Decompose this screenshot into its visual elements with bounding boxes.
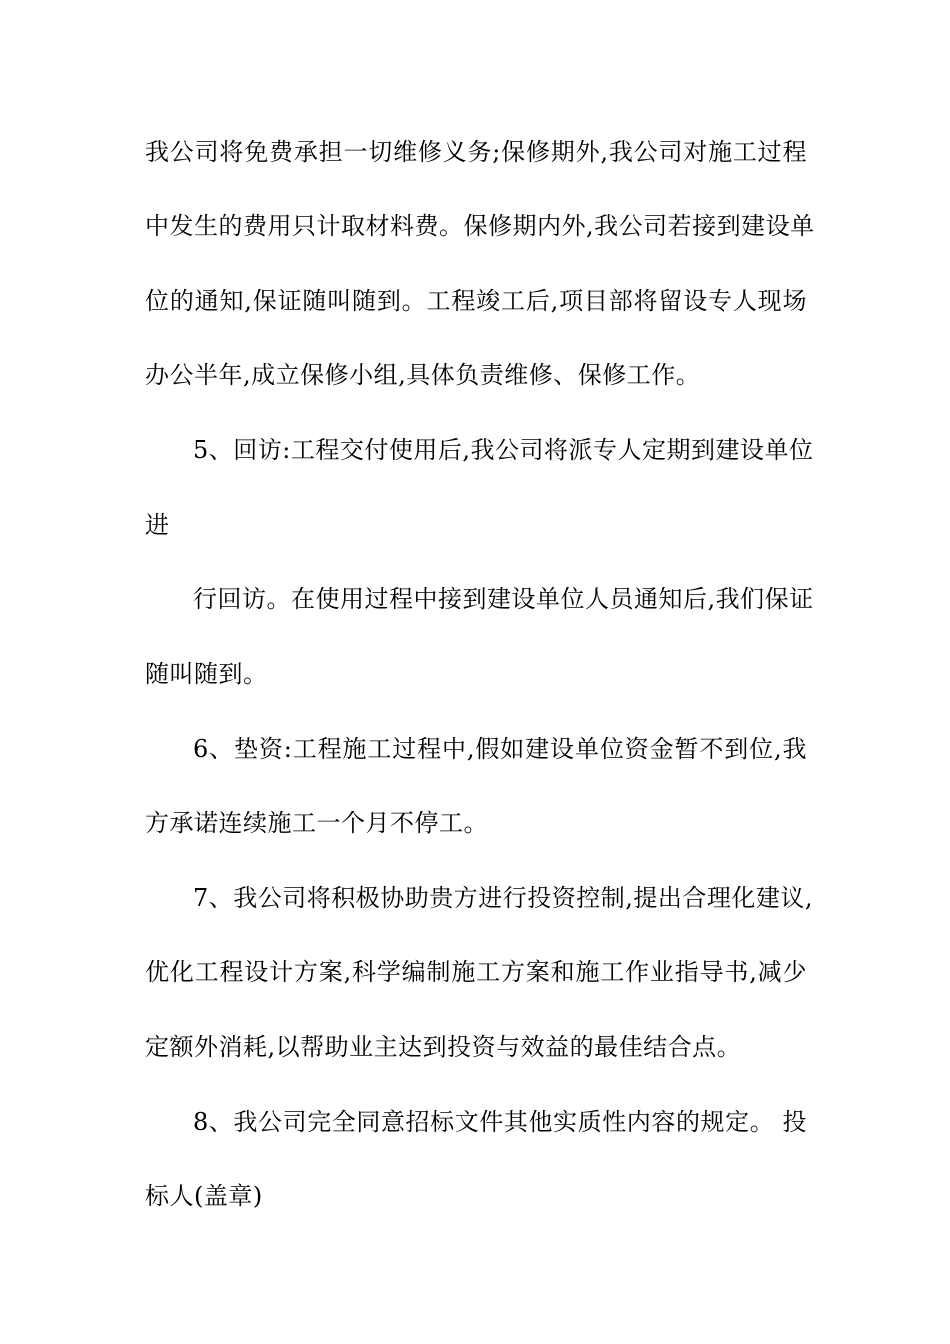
- text-line-2: 中发生的费用只计取材料费。保修期内外,我公司若接到建设单: [145, 212, 815, 240]
- text-line-8: 随叫随到。: [145, 660, 268, 688]
- text-line-14: 8、我公司完全同意招标文件其他实质性内容的规定。 投: [193, 1108, 807, 1136]
- text-line-6: 进: [145, 511, 170, 539]
- text-line-4: 办公半年,成立保修小组,具体负责维修、保修工作。: [145, 361, 701, 389]
- text-line-12: 优化工程设计方案,科学编制施工方案和施工作业指导书,减少: [145, 958, 807, 986]
- text-line-1: 我公司将免费承担一切维修义务;保修期外,我公司对施工过程: [145, 138, 807, 166]
- text-line-7: 行回访。在使用过程中接到建设单位人员通知后,我们保证: [193, 585, 814, 613]
- text-line-3: 位的通知,保证随叫随到。工程竣工后,项目部将留设专人现场: [145, 287, 807, 315]
- text-line-5: 5、回访:工程交付使用后,我公司将派专人定期到建设单位: [193, 436, 814, 464]
- text-line-15: 标人(盖章): [145, 1182, 263, 1210]
- text-line-9: 6、垫资:工程施工过程中,假如建设单位资金暂不到位,我: [193, 735, 807, 763]
- text-line-10: 方承诺连续施工一个月不停工。: [145, 809, 488, 837]
- text-line-11: 7、我公司将积极协助贵方进行投资控制,提出合理化建议,: [193, 884, 814, 912]
- text-line-13: 定额外消耗,以帮助业主达到投资与效益的最佳结合点。: [145, 1033, 742, 1061]
